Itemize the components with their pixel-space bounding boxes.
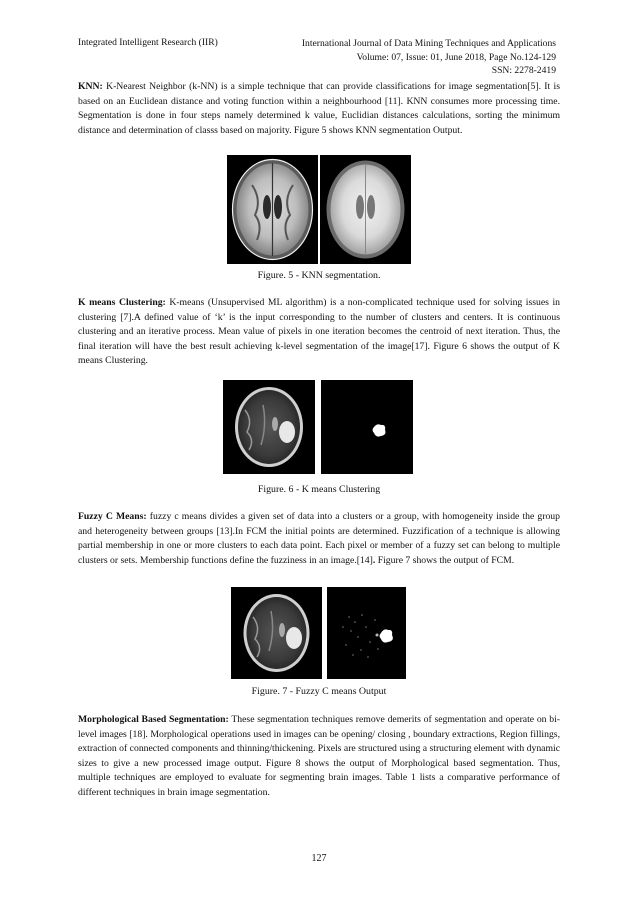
morph-heading: Morphological Based Segmentation:	[78, 714, 229, 725]
journal-volume: Volume: 07, Issue: 01, June 2018, Page No.124-129	[356, 51, 556, 63]
header-left: Integrated Intelligent Research (IIR)	[78, 37, 218, 48]
knn-figure	[227, 155, 411, 264]
figure-5-caption: Figure. 5 - KNN segmentation.	[257, 270, 381, 281]
morph-paragraph	[78, 713, 560, 801]
fcm-original-image	[231, 587, 322, 679]
journal-issn: SSN: 2278-2419	[491, 65, 556, 77]
figure-7-caption: Figure. 7 - Fuzzy C means Output	[251, 686, 387, 697]
journal-title: International Journal of Data Mining Techniques and Applications	[301, 38, 556, 49]
figure-6-caption: Figure. 6 - K means Clustering	[257, 484, 381, 495]
fcm-heading: Fuzzy C Means:	[78, 511, 147, 522]
fcm-paragraph	[78, 510, 560, 568]
fcm-text-tail: Figure 7 shows the output of FCM.	[375, 554, 515, 566]
kmeans-segmented-image	[321, 380, 413, 474]
kmeans-figure	[223, 380, 413, 474]
fcm-period: .	[372, 554, 376, 566]
knn-paragraph	[78, 80, 560, 138]
knn-segmented-image	[320, 155, 411, 264]
kmeans-paragraph	[78, 296, 560, 369]
kmeans-text: K-means (Unsupervised ML algorithm) is a non-complicated technique used for solving issues in clustering [7].A defined value of ‘k’ is the input corresponding to the number of clusters and centers. It is continuous clustering and an iterative process. Mean value of pixels in one iteration becomes the centroid of next iteration. Thus, the final iteration will have the best result achieving k-level segmentation of the image[17]. Figure 6 shows the output of K means Clustering.	[78, 297, 560, 367]
kmeans-heading: K means Clustering:	[78, 297, 166, 308]
fcm-text: fuzzy c means divides a given set of data into a clusters or a group, with homogeneity inside the group and heterogeneity between groups [13].In FCM the initial points are determined. Fuzzification of a technique is allowing partial membership in one or more clusters to each data point. Each pixel or member of a fuzzy set can belong to multiple clusters or sets. Membership functions define the fuzziness in an image.[14]	[78, 511, 560, 566]
fcm-segmented-image	[327, 587, 406, 679]
header-right	[302, 37, 556, 78]
fcm-figure	[231, 587, 406, 679]
knn-text: K-Nearest Neighbor (k-NN) is a simple technique that can provide classifications for image segmentation[5]. It is based on an Euclidean distance and voting function within a neighbourhood [11]. KNN consumes more processing time. Segmentation is done in four steps namely determined k value, Euclidian distances calculations, sorting the minimum distance and determination of classs based on majority. Figure 5 shows KNN segmentation Output.	[78, 81, 560, 136]
knn-heading: KNN:	[78, 81, 103, 92]
morph-text: These segmentation techniques remove demerits of segmentation and operate on bi-level images [18]. Morphological operations used in images can be opening/ closing , boundary extractions, Region fillings, extraction of connected components and thinning/thickening. Pixels are structured using a structuring element with dynamic sizes to give a new processed image output. Figure 8 shows the output of Morphological based segmentation. Thus, multiple techniques are employed to evaluate for segmenting brain images. Table 1 lists a comparative performance of different techniques in brain image segmentation.	[78, 714, 561, 798]
kmeans-original-image	[223, 380, 315, 474]
knn-original-image	[227, 155, 318, 264]
page-number: 127	[311, 853, 327, 864]
